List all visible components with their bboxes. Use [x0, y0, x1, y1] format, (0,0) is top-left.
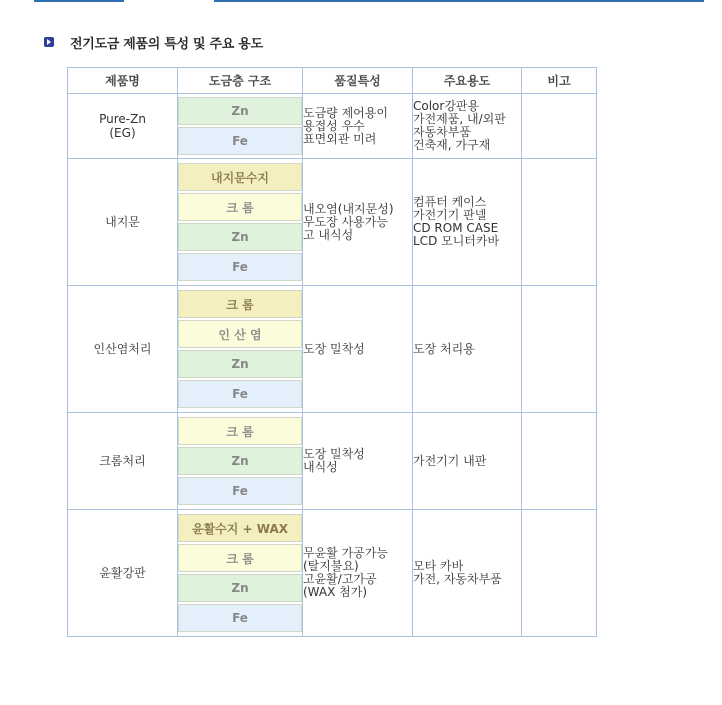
- quality-line: 내식성: [303, 460, 338, 474]
- top-tab-underline-left: [34, 0, 124, 2]
- quality-cell: [303, 159, 413, 286]
- quality-line: 표면외관 미려: [303, 131, 377, 146]
- product-name-line: 윤활강판: [99, 566, 146, 580]
- usage-line: 가전제품, 내/외판: [413, 112, 506, 126]
- usage-line: 모타 카바: [413, 559, 464, 573]
- coating-layer: Fe: [178, 127, 302, 155]
- header-product-name: 제품명: [68, 68, 178, 94]
- usage-line: 건축재, 가구재: [413, 138, 491, 152]
- usage-cell: [413, 159, 522, 286]
- quality-line: (WAX 첨가): [303, 585, 368, 599]
- product-name-cell: [68, 286, 178, 413]
- quality-cell: [303, 286, 413, 413]
- note-cell: [522, 159, 597, 286]
- usage-cell: [413, 286, 522, 413]
- quality-line: 무도장 사용가능: [303, 214, 388, 229]
- usage-line: 가전기기 내판: [413, 453, 487, 468]
- layer-structure-cell: [178, 413, 303, 510]
- layer-structure-cell: [178, 94, 303, 159]
- layer-structure-cell: [178, 510, 303, 637]
- product-name-cell: [68, 94, 178, 159]
- coating-layer: 인 산 염: [178, 320, 302, 348]
- product-name-line: 인산염처리: [93, 342, 152, 356]
- section-heading: [44, 33, 263, 51]
- coating-layer: 크 롬: [178, 417, 302, 445]
- product-name-cell: [68, 159, 178, 286]
- coating-layer: Fe: [178, 604, 302, 632]
- quality-line: 도장 밀착성: [303, 447, 365, 461]
- layer-structure-cell: [178, 159, 303, 286]
- product-name-line: 크롬처리: [99, 454, 146, 468]
- usage-line: 도장 처리용: [413, 341, 475, 356]
- coating-layer: Fe: [178, 380, 302, 408]
- product-name-line: (EG): [109, 126, 136, 140]
- header-layer-structure: 도금층 구조: [178, 68, 303, 94]
- coating-layer: 윤활수지 + WAX: [178, 514, 302, 542]
- quality-line: 도금량 제어용이: [303, 105, 388, 120]
- note-cell: [522, 413, 597, 510]
- quality-line: 내오염(내지문성): [303, 201, 394, 216]
- coating-layer: Fe: [178, 253, 302, 281]
- quality-line: 용접성 우수: [303, 118, 365, 133]
- coating-layer: Zn: [178, 447, 302, 475]
- table-row: [68, 159, 597, 286]
- header-quality: 품질특성: [303, 68, 413, 94]
- quality-line: 고 내식성: [303, 227, 354, 242]
- play-bullet-icon: [44, 37, 54, 47]
- quality-line: 고윤활/고가공: [303, 572, 377, 586]
- product-name-line: Pure-Zn: [99, 112, 146, 126]
- usage-line: LCD 모니터카바: [413, 234, 500, 248]
- note-cell: [522, 94, 597, 159]
- coating-layer: Zn: [178, 350, 302, 378]
- top-tab-underline-right: [214, 0, 704, 2]
- table-row: [68, 286, 597, 413]
- usage-line: 자동차부품: [413, 125, 471, 139]
- table-row: [68, 94, 597, 159]
- product-name-cell: [68, 510, 178, 637]
- table-row: [68, 510, 597, 637]
- usage-cell: [413, 510, 522, 637]
- usage-cell: [413, 413, 522, 510]
- table-header-row: [68, 68, 597, 94]
- layer-structure-cell: [178, 286, 303, 413]
- product-name-cell: [68, 413, 178, 510]
- quality-line: 무윤활 가공가능: [303, 546, 388, 560]
- quality-line: 도장 밀착성: [303, 341, 365, 356]
- coating-layer: Zn: [178, 97, 302, 125]
- usage-line: CD ROM CASE: [413, 221, 499, 235]
- coating-layer: Zn: [178, 223, 302, 251]
- quality-line: (탈지불요): [303, 559, 359, 573]
- usage-line: 가전, 자동차부품: [413, 572, 502, 586]
- note-cell: [522, 286, 597, 413]
- header-note: 비고: [522, 68, 597, 94]
- quality-cell: [303, 94, 413, 159]
- coating-layer: 크 롬: [178, 544, 302, 572]
- coating-layer: 크 롬: [178, 193, 302, 221]
- usage-line: 가전기기 판넬: [413, 208, 487, 222]
- usage-cell: [413, 94, 522, 159]
- table-row: [68, 413, 597, 510]
- note-cell: [522, 510, 597, 637]
- coating-layer: 크 롬: [178, 290, 302, 318]
- header-usage: 주요용도: [413, 68, 522, 94]
- usage-line: 컴퓨터 케이스: [413, 195, 487, 209]
- usage-line: Color강판용: [413, 99, 480, 113]
- section-title: 전기도금 제품의 특성 및 주요 용도: [70, 36, 263, 52]
- quality-cell: [303, 413, 413, 510]
- coating-layer: Zn: [178, 574, 302, 602]
- coating-layer: 내지문수지: [178, 163, 302, 191]
- product-spec-table: [67, 67, 597, 637]
- quality-cell: [303, 510, 413, 637]
- product-name-line: 내지문: [105, 215, 140, 229]
- coating-layer: Fe: [178, 477, 302, 505]
